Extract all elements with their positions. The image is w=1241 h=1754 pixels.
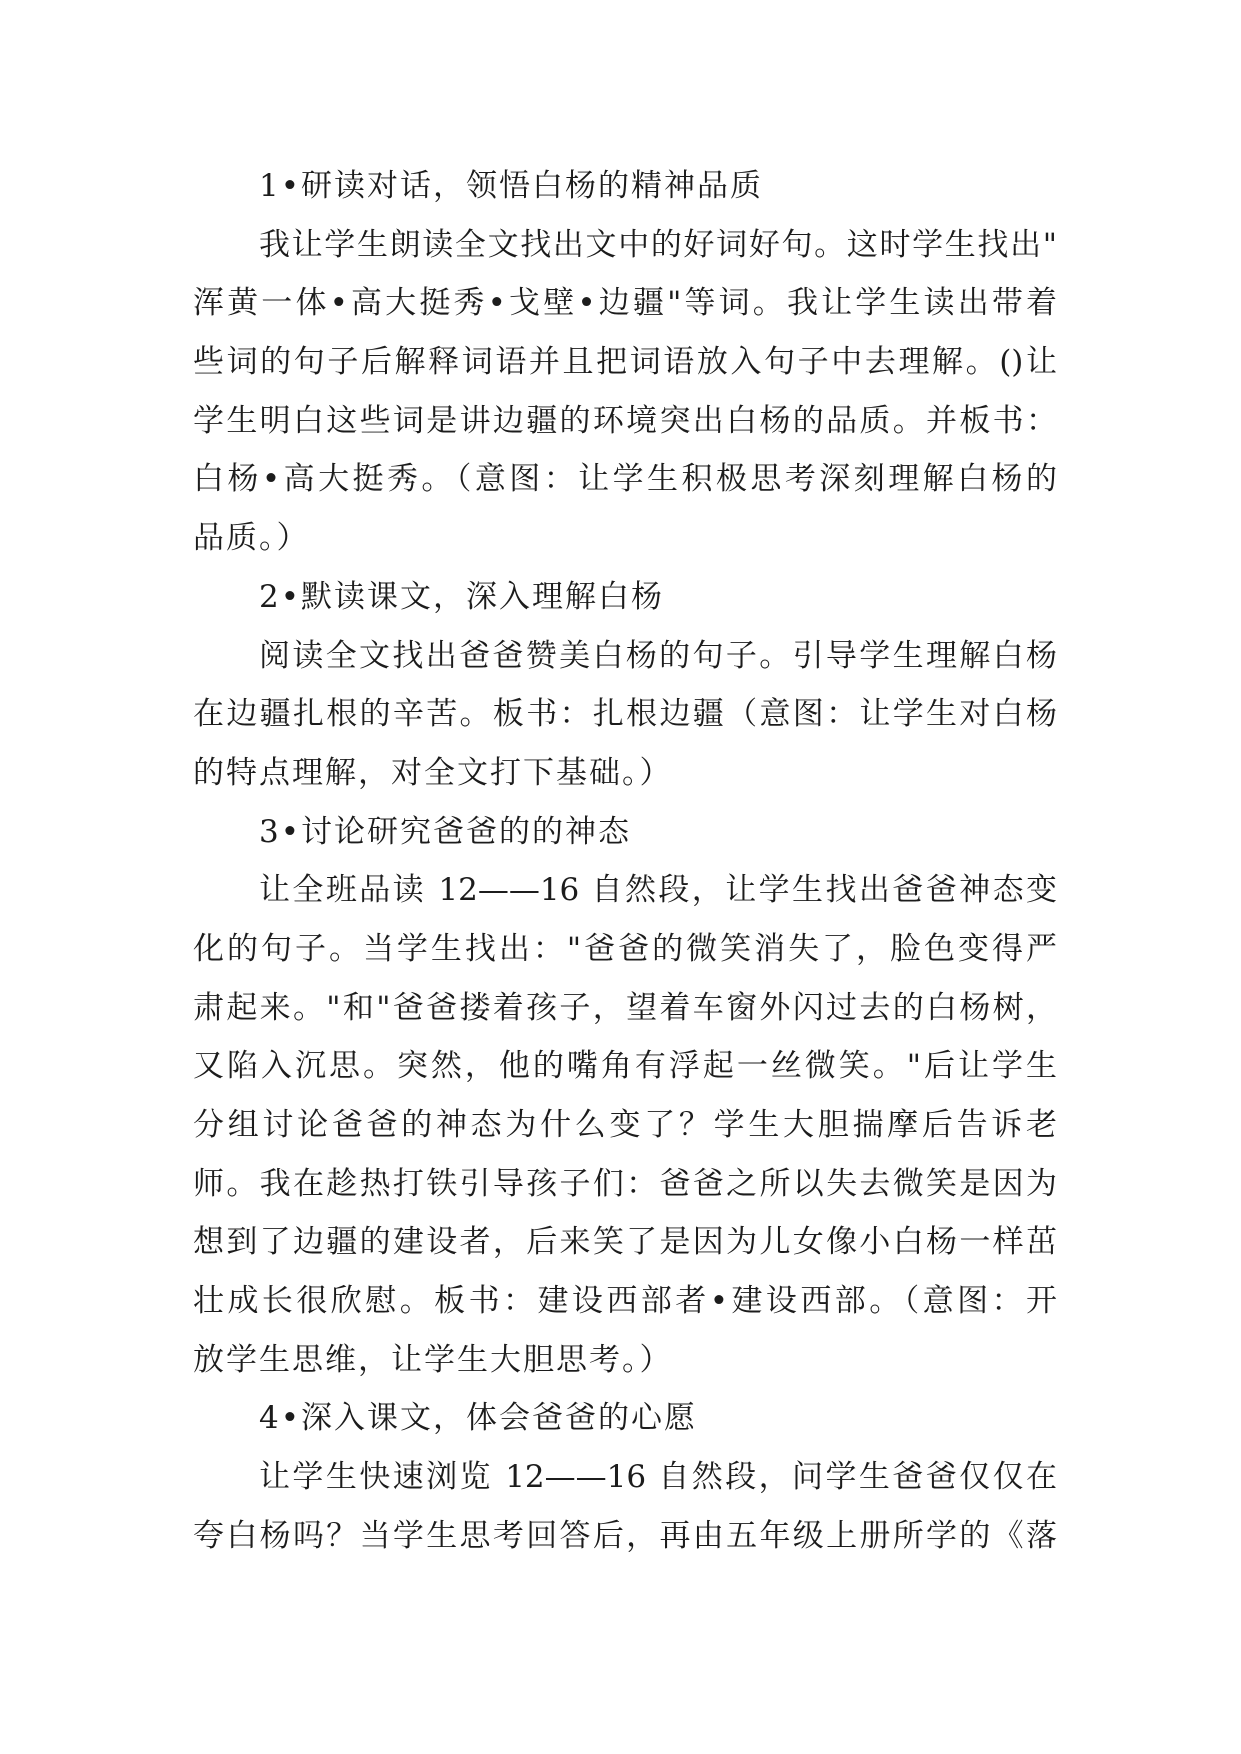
body-line: 在边疆扎根的辛苦。板书：扎根边疆（意图：让学生对白杨 bbox=[193, 696, 1057, 733]
body-line: 让学生快速浏览 12——16 自然段，问学生爸爸仅仅在 bbox=[259, 1459, 1057, 1496]
body-line: 学生明白这些词是讲边疆的环境突出白杨的品质。并板书： bbox=[193, 402, 1057, 439]
body-line: 放学生思维，让学生大胆思考。） bbox=[193, 1341, 673, 1378]
section-4 bbox=[193, 1389, 1057, 1565]
body-line: 些词的句子后解释词语并且把词语放入句子中去理解。()让 bbox=[193, 344, 1057, 381]
body-line: 壮成长很欣慰。板书：建设西部者•建设西部。（意图：开 bbox=[193, 1283, 1057, 1320]
body-line: 肃起来。"和"爸爸搂着孩子，望着车窗外闪过去的白杨树， bbox=[193, 989, 1057, 1026]
section-2 bbox=[193, 568, 1057, 803]
body-line: 夸白杨吗？当学生思考回答后，再由五年级上册所学的《落 bbox=[193, 1517, 1057, 1554]
section-3 bbox=[193, 803, 1057, 1390]
body-line: 让全班品读 12——16 自然段，让学生找出爸爸神态变 bbox=[259, 872, 1057, 909]
body-line: 想到了边疆的建设者，后来笑了是因为儿女像小白杨一样茁 bbox=[193, 1224, 1057, 1261]
body-line: 白杨•高大挺秀。（意图：让学生积极思考深刻理解白杨的 bbox=[193, 461, 1057, 498]
body-line: 浑黄一体•高大挺秀•戈壁•边疆"等词。我让学生读出带着 bbox=[193, 285, 1057, 322]
body-line: 阅读全文找出爸爸赞美白杨的句子。引导学生理解白杨 bbox=[259, 637, 1057, 674]
body-line: 的特点理解，对全文打下基础。） bbox=[193, 754, 673, 791]
body-line: 师。我在趁热打铁引导孩子们：爸爸之所以失去微笑是因为 bbox=[193, 1165, 1057, 1202]
body-line: 又陷入沉思。突然，他的嘴角有浮起一丝微笑。"后让学生 bbox=[193, 1048, 1057, 1085]
body-line: 我让学生朗读全文找出文中的好词好句。这时学生找出" bbox=[259, 226, 1057, 263]
section-3-heading: 3•讨论研究爸爸的的神态 bbox=[259, 813, 632, 850]
body-line: 品质。） bbox=[193, 520, 310, 557]
section-4-heading: 4•深入课文，体会爸爸的心愿 bbox=[259, 1400, 698, 1437]
body-line: 分组讨论爸爸的神态为什么变了？学生大胆揣摩后告诉老 bbox=[193, 1107, 1057, 1143]
document-body bbox=[193, 157, 1057, 1566]
body-line: 化的句子。当学生找出："爸爸的微笑消失了，脸色变得严 bbox=[193, 930, 1057, 967]
section-1-heading: 1•研读对话，领悟白杨的精神品质 bbox=[259, 168, 764, 204]
section-2-heading: 2•默读课文，深入理解白杨 bbox=[259, 578, 665, 615]
section-1 bbox=[193, 157, 1057, 568]
